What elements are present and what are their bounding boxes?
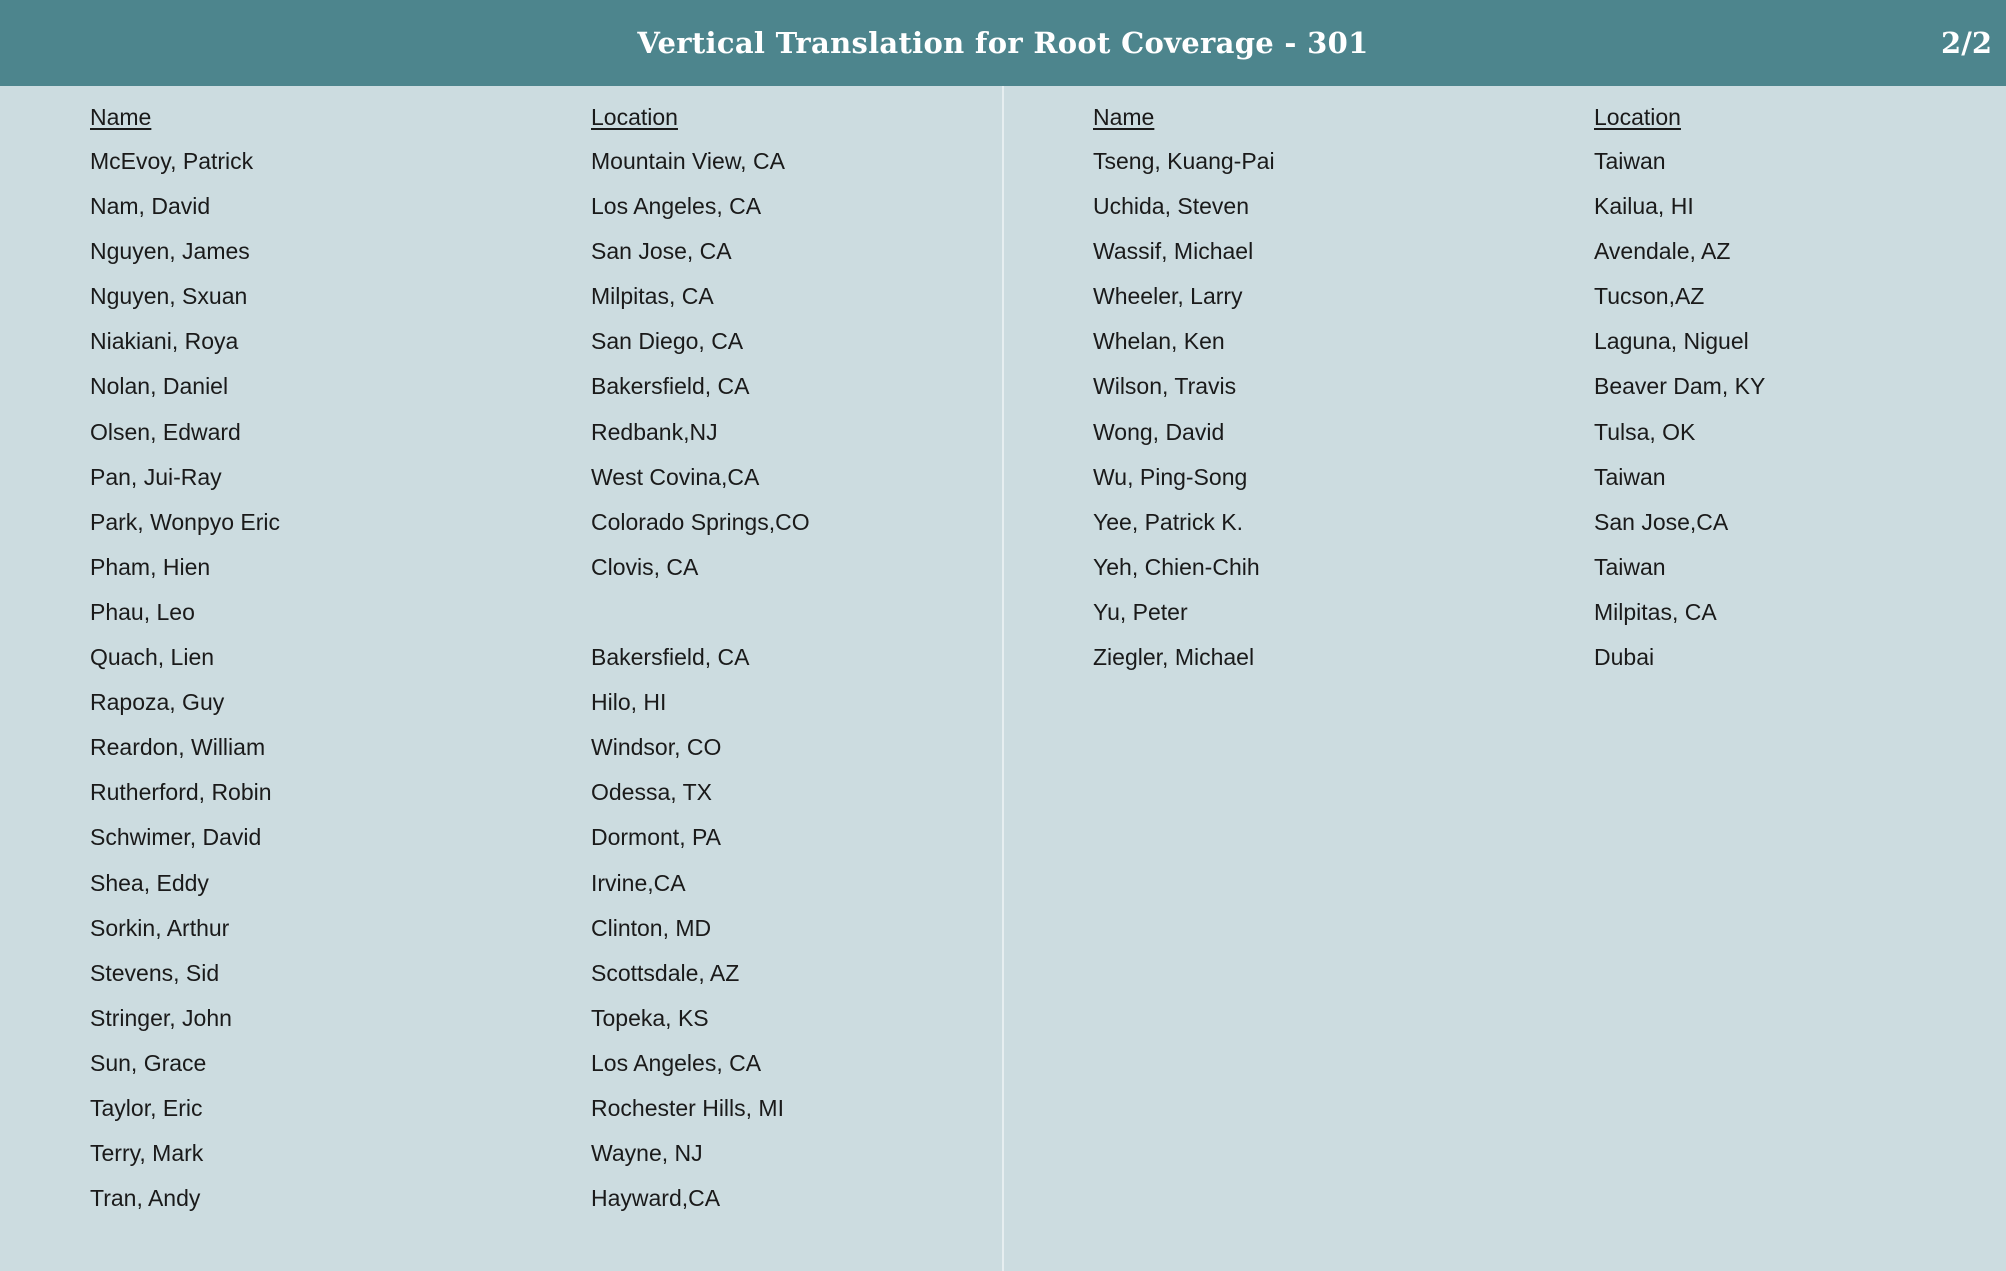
table-row	[0, 822, 1003, 867]
table-row	[1004, 417, 2006, 462]
location-cell: Redbank,NJ	[591, 418, 718, 445]
table-row	[0, 326, 1003, 371]
location-cell: San Jose,CA	[1594, 508, 1729, 535]
name-cell: Taylor, Eric	[90, 1094, 203, 1121]
location-column-header: Location	[1594, 104, 1681, 130]
table-row	[0, 732, 1003, 777]
name-cell: McEvoy, Patrick	[90, 148, 254, 174]
name-cell: Nguyen, Sxuan	[90, 283, 248, 310]
name-cell: Schwimer, David	[90, 824, 262, 851]
name-cell: Yeh, Chien-Chih	[1093, 553, 1260, 580]
table-row	[1004, 507, 2006, 552]
name-cell: Quach, Lien	[90, 644, 215, 671]
name-cell: Reardon, William	[90, 734, 266, 761]
name-cell: Yu, Peter	[1093, 598, 1188, 625]
location-cell: San Diego, CA	[591, 328, 744, 355]
location-cell: Tulsa, OK	[1594, 418, 1696, 445]
location-cell: West Covina,CA	[591, 463, 760, 490]
location-cell: Scottsdale, AZ	[591, 959, 740, 986]
location-cell: Mountain View, CA	[591, 148, 785, 174]
location-cell: Hayward,CA	[591, 1185, 721, 1212]
right-table	[1004, 86, 2006, 1271]
table-row	[0, 597, 1003, 642]
name-cell: Nam, David	[90, 193, 211, 220]
name-cell: Wassif, Michael	[1093, 238, 1254, 265]
table-row	[0, 913, 1003, 958]
location-cell: Dormont, PA	[591, 824, 721, 851]
table-row	[1004, 191, 2006, 236]
table-row	[0, 1138, 1003, 1183]
location-cell: Los Angeles, CA	[591, 193, 762, 220]
location-cell: Laguna, Niguel	[1594, 328, 1749, 355]
table-row	[0, 642, 1003, 687]
name-cell: Yee, Patrick K.	[1093, 508, 1244, 535]
table-row	[1004, 371, 2006, 416]
location-cell: Milpitas, CA	[1594, 598, 1717, 625]
name-cell: Nolan, Daniel	[90, 373, 229, 400]
location-cell: Los Angeles, CA	[591, 1049, 762, 1076]
table-row	[0, 958, 1003, 1003]
location-cell: Taiwan	[1594, 148, 1666, 174]
location-cell: Bakersfield, CA	[591, 373, 750, 400]
location-cell: Beaver Dam, KY	[1594, 373, 1766, 400]
name-cell: Sorkin, Arthur	[90, 914, 230, 941]
header-bar	[0, 0, 2006, 86]
table-row	[0, 417, 1003, 462]
name-cell: Uchida, Steven	[1093, 193, 1249, 220]
name-column-header: Name	[1093, 104, 1155, 130]
name-cell: Whelan, Ken	[1093, 328, 1225, 355]
name-cell: Tran, Andy	[90, 1185, 201, 1212]
name-cell: Wilson, Travis	[1093, 373, 1237, 400]
table-row	[1004, 462, 2006, 507]
table-row	[0, 1183, 1003, 1228]
right-table-rows	[1004, 146, 2006, 687]
location-cell: Colorado Springs,CO	[591, 508, 810, 535]
location-cell: Taiwan	[1594, 553, 1666, 580]
location-cell: Hilo, HI	[591, 689, 667, 716]
location-cell: Bakersfield, CA	[591, 644, 750, 671]
table-row	[0, 1003, 1003, 1048]
name-cell: Rapoza, Guy	[90, 689, 225, 716]
content-area	[0, 86, 2006, 1271]
table-row	[0, 1093, 1003, 1138]
location-cell: Clovis, CA	[591, 553, 699, 580]
table-row	[1004, 146, 2006, 191]
table-row	[0, 868, 1003, 913]
table-row	[0, 146, 1003, 191]
name-cell: Rutherford, Robin	[90, 779, 272, 806]
name-cell: Stevens, Sid	[90, 959, 220, 986]
left-table-rows	[0, 146, 1003, 1228]
name-cell: Pham, Hien	[90, 553, 211, 580]
table-row	[1004, 281, 2006, 326]
name-cell: Shea, Eddy	[90, 869, 209, 896]
name-cell: Olsen, Edward	[90, 418, 241, 445]
location-cell: Kailua, HI	[1594, 193, 1694, 220]
location-column-header: Location	[591, 104, 678, 130]
location-cell: Milpitas, CA	[591, 283, 714, 310]
location-cell: Avendale, AZ	[1594, 238, 1731, 265]
table-row	[0, 777, 1003, 822]
table-row	[1004, 552, 2006, 597]
page-indicator: 2/2	[1941, 26, 1992, 60]
table-row	[0, 281, 1003, 326]
location-cell: Irvine,CA	[591, 869, 686, 896]
table-row	[0, 236, 1003, 281]
location-cell: Topeka, KS	[591, 1004, 709, 1031]
name-cell: Pan, Jui-Ray	[90, 463, 222, 490]
location-cell: Windsor, CO	[591, 734, 722, 761]
name-cell: Ziegler, Michael	[1093, 644, 1255, 671]
location-cell: Clinton, MD	[591, 914, 712, 941]
name-cell: Niakiani, Roya	[90, 328, 239, 355]
location-cell: Rochester Hills, MI	[591, 1094, 784, 1121]
name-cell: Park, Wonpyo Eric	[90, 508, 281, 535]
name-cell: Sun, Grace	[90, 1049, 207, 1076]
table-row	[0, 1048, 1003, 1093]
name-cell: Nguyen, James	[90, 238, 250, 265]
name-cell: Wheeler, Larry	[1093, 283, 1243, 310]
location-cell: Odessa, TX	[591, 779, 713, 806]
table-row	[1004, 236, 2006, 281]
table-row	[0, 552, 1003, 597]
table-row	[1004, 642, 2006, 687]
name-column-header: Name	[90, 104, 152, 130]
name-cell: Wu, Ping-Song	[1093, 463, 1248, 490]
table-row	[1004, 326, 2006, 371]
name-cell: Terry, Mark	[90, 1140, 204, 1167]
table-row	[1004, 597, 2006, 642]
left-table	[0, 86, 1003, 1271]
location-cell: Wayne, NJ	[591, 1140, 703, 1167]
table-row	[0, 371, 1003, 416]
location-cell: Tucson,AZ	[1594, 283, 1705, 310]
table-row	[0, 462, 1003, 507]
table-row	[0, 507, 1003, 552]
location-cell: San Jose, CA	[591, 238, 732, 265]
name-cell: Phau, Leo	[90, 598, 195, 625]
name-cell: Stringer, John	[90, 1004, 232, 1031]
name-cell: Tseng, Kuang-Pai	[1093, 148, 1275, 174]
name-cell: Wong, David	[1093, 418, 1225, 445]
table-row	[0, 687, 1003, 732]
page-title: Vertical Translation for Root Coverage - 301	[637, 26, 1369, 60]
location-cell: Taiwan	[1594, 463, 1666, 490]
location-cell: Dubai	[1594, 644, 1655, 671]
table-row	[0, 191, 1003, 236]
